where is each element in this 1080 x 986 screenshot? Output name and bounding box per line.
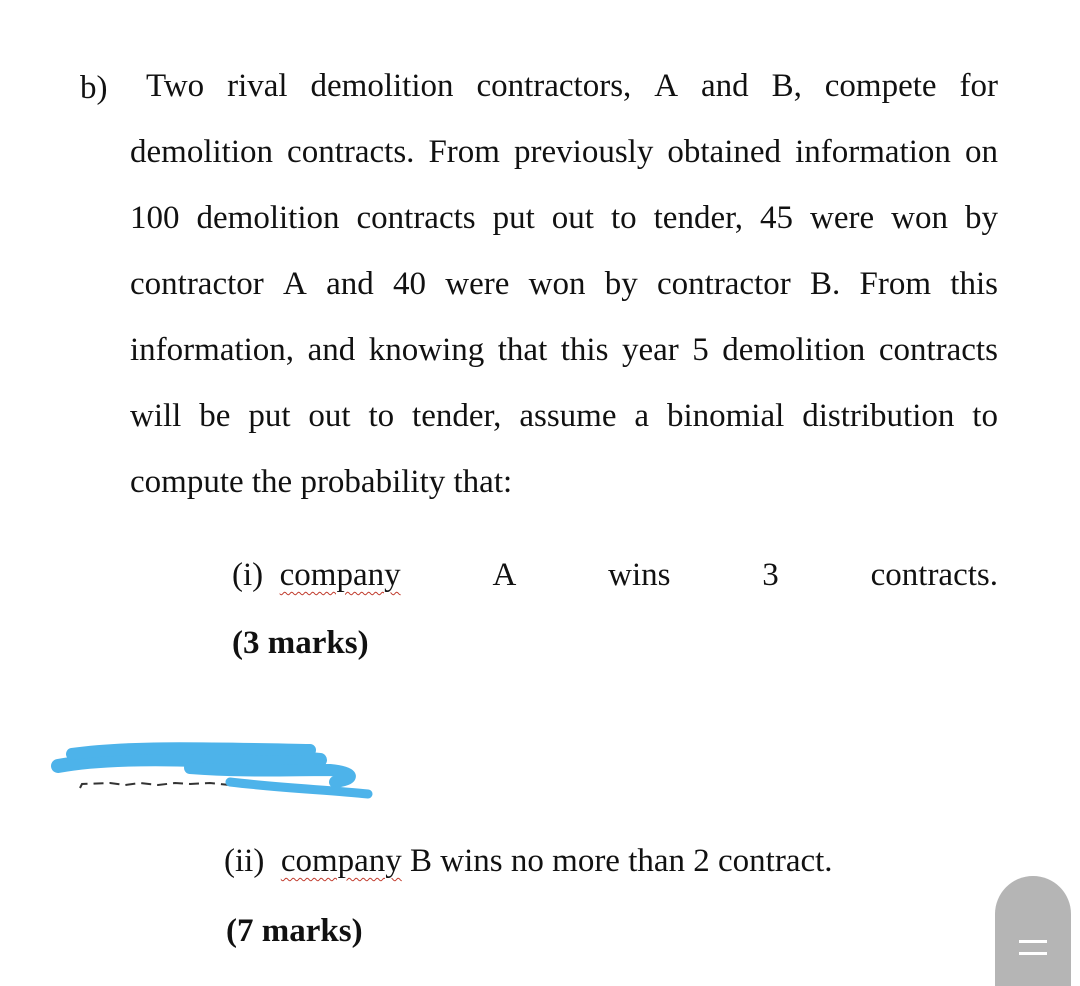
- word: demolition: [196, 200, 340, 236]
- word: this: [560, 332, 609, 368]
- word: contracts.: [287, 134, 415, 170]
- part-i-number: (i): [232, 557, 264, 593]
- word: a: [634, 398, 650, 434]
- word: A: [492, 557, 517, 593]
- menu-bar-icon: [1019, 952, 1047, 955]
- word: information,: [130, 332, 295, 368]
- word: A: [283, 266, 307, 302]
- word: and: [307, 332, 356, 368]
- word: will: [130, 398, 182, 434]
- word: put: [248, 398, 291, 434]
- word: previously: [514, 134, 654, 170]
- word: tender,: [653, 200, 744, 236]
- word: out: [551, 200, 594, 236]
- word: 100: [130, 200, 180, 236]
- question-line-1: [146, 70, 998, 103]
- part-ii-rest: B wins no more than 2 contract.: [401, 843, 833, 879]
- word: and: [326, 266, 374, 302]
- word: contractors,: [476, 68, 632, 104]
- word: tender,: [412, 398, 502, 434]
- word: contracts.: [870, 557, 998, 593]
- word: put: [492, 200, 535, 236]
- word: Two: [146, 68, 205, 104]
- word: compete: [824, 68, 937, 104]
- word: were: [445, 266, 510, 302]
- word: to: [368, 398, 395, 434]
- word: company: [280, 843, 402, 879]
- word: by: [604, 266, 638, 302]
- word: demolition: [722, 332, 866, 368]
- word: 3: [762, 557, 779, 593]
- word: this: [950, 266, 998, 302]
- word: rival: [227, 68, 288, 104]
- word: demolition: [310, 68, 454, 104]
- scroll-menu-button[interactable]: [995, 876, 1071, 986]
- word: out: [308, 398, 351, 434]
- question-line-5: [130, 334, 998, 367]
- word: demolition: [130, 134, 273, 170]
- menu-bar-icon: [1019, 940, 1047, 943]
- word: were: [810, 200, 875, 236]
- word: B.: [810, 266, 841, 302]
- word: year: [621, 332, 679, 368]
- question-line-2: [130, 136, 998, 169]
- word: 45: [760, 200, 794, 236]
- word: for: [959, 68, 998, 104]
- word: distribution: [802, 398, 955, 434]
- part-ii-number: (ii): [224, 843, 265, 879]
- word: contractor: [656, 266, 791, 302]
- question-line-7: [130, 466, 512, 499]
- question-line-3: [130, 202, 998, 235]
- word: to: [610, 200, 637, 236]
- word: knowing: [368, 332, 485, 368]
- word: be: [199, 398, 231, 434]
- word: to: [972, 398, 998, 434]
- question-line-4: [130, 268, 998, 301]
- question-label: b): [80, 70, 108, 106]
- word: From: [428, 134, 500, 170]
- word: contractor: [130, 266, 264, 302]
- redaction-scribble: [50, 738, 380, 808]
- word: contracts: [356, 200, 476, 236]
- word: and: [700, 68, 749, 104]
- word: compute the probability that:: [130, 464, 513, 500]
- word: company: [279, 557, 401, 593]
- word: 40: [393, 266, 427, 302]
- part-ii-marks: (7 marks): [226, 913, 363, 949]
- part-i-lead: [232, 559, 401, 592]
- word: wins: [608, 557, 671, 593]
- word: on: [964, 134, 998, 170]
- part-i-text: [232, 559, 998, 592]
- word: binomial: [666, 398, 785, 434]
- word: by: [964, 200, 998, 236]
- word: information: [795, 134, 951, 170]
- word: assume: [519, 398, 617, 434]
- part-ii-text: [224, 845, 833, 878]
- word: B,: [771, 68, 802, 104]
- question-line-6: [130, 400, 998, 433]
- word: won: [528, 266, 586, 302]
- word: A: [654, 68, 679, 104]
- word: that: [497, 332, 548, 368]
- word: 5: [692, 332, 709, 368]
- word: obtained: [667, 134, 782, 170]
- word: won: [891, 200, 948, 236]
- word: From: [859, 266, 932, 302]
- word: contracts: [878, 332, 998, 368]
- part-i-marks: (3 marks): [232, 625, 369, 661]
